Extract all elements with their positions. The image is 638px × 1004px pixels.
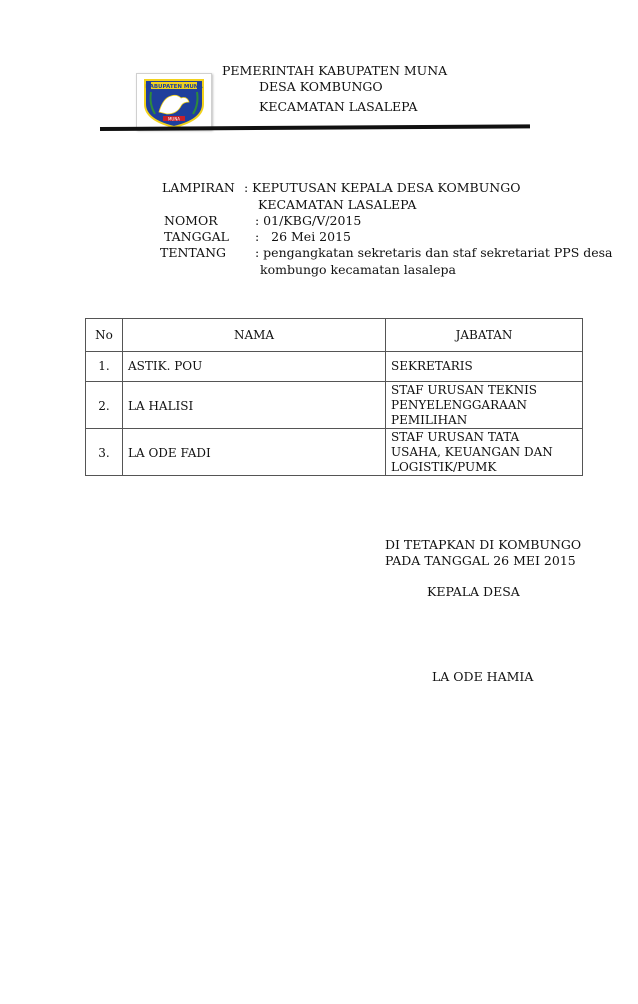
tanggal-label: TANGGAL xyxy=(164,229,229,244)
logo-bottom-lettering: MUNA xyxy=(167,116,181,122)
table-header-row xyxy=(86,319,583,352)
row-jabatan-line: PEMILIHAN xyxy=(391,412,468,427)
header-district: KECAMATAN LASALEPA xyxy=(259,99,418,114)
row-nama: LA ODE FADI xyxy=(123,429,386,476)
table-row xyxy=(86,352,583,382)
row-jabatan-line: PENYELENGGARAAN xyxy=(391,397,527,412)
signature-name: LA ODE HAMIA xyxy=(432,669,534,684)
lampiran-label: LAMPIRAN xyxy=(162,180,235,195)
nomor-value: : 01/KBG/V/2015 xyxy=(255,213,362,228)
header-jabatan: JABATAN xyxy=(386,319,583,352)
row-jabatan-line: STAF URUSAN TATA xyxy=(391,429,520,444)
row-nama: LA HALISI xyxy=(123,382,386,429)
tentang-value-cont: kombungo kecamatan lasalepa xyxy=(260,262,456,277)
signature-date: PADA TANGGAL 26 MEI 2015 xyxy=(385,553,576,568)
tentang-value: : pengangkatan sekretaris dan staf sekretariat PPS desa xyxy=(255,245,613,260)
header-no: No xyxy=(86,319,123,352)
row-nama: ASTIK. POU xyxy=(123,352,386,382)
tanggal-value: : 26 Mei 2015 xyxy=(255,229,351,244)
row-no: 1. xyxy=(86,352,123,382)
lampiran-value-cont: KECAMATAN LASALEPA xyxy=(258,197,417,212)
lampiran-value: : KEPUTUSAN KEPALA DESA KOMBUNGO xyxy=(244,180,521,195)
signature-title: KEPALA DESA xyxy=(427,584,520,599)
header-government: PEMERINTAH KABUPATEN MUNA xyxy=(222,63,448,78)
row-jabatan-line: LOGISTIK/PUMK xyxy=(391,459,497,474)
row-no: 3. xyxy=(86,429,123,476)
row-jabatan xyxy=(386,429,583,476)
staff-table xyxy=(85,318,583,476)
row-no: 2. xyxy=(86,382,123,429)
header-nama: NAMA xyxy=(123,319,386,352)
nomor-label: NOMOR xyxy=(164,213,218,228)
table-row xyxy=(86,382,583,429)
tentang-label: TENTANG xyxy=(160,245,227,260)
table-row xyxy=(86,429,583,476)
row-jabatan-line: SEKRETARIS xyxy=(391,359,473,373)
signature-place: DI TETAPKAN DI KOMBUNGO xyxy=(385,537,582,552)
logo-lettering: KABUPATEN MUNA xyxy=(145,84,203,90)
kabupaten-muna-logo xyxy=(137,74,211,129)
row-jabatan-line: STAF URUSAN TEKNIS xyxy=(391,382,538,397)
header-village: DESA KOMBUNGO xyxy=(259,79,383,94)
logo-frame xyxy=(136,73,212,130)
row-jabatan xyxy=(386,352,583,382)
row-jabatan xyxy=(386,382,583,429)
row-jabatan-line: USAHA, KEUANGAN DAN xyxy=(391,444,553,459)
